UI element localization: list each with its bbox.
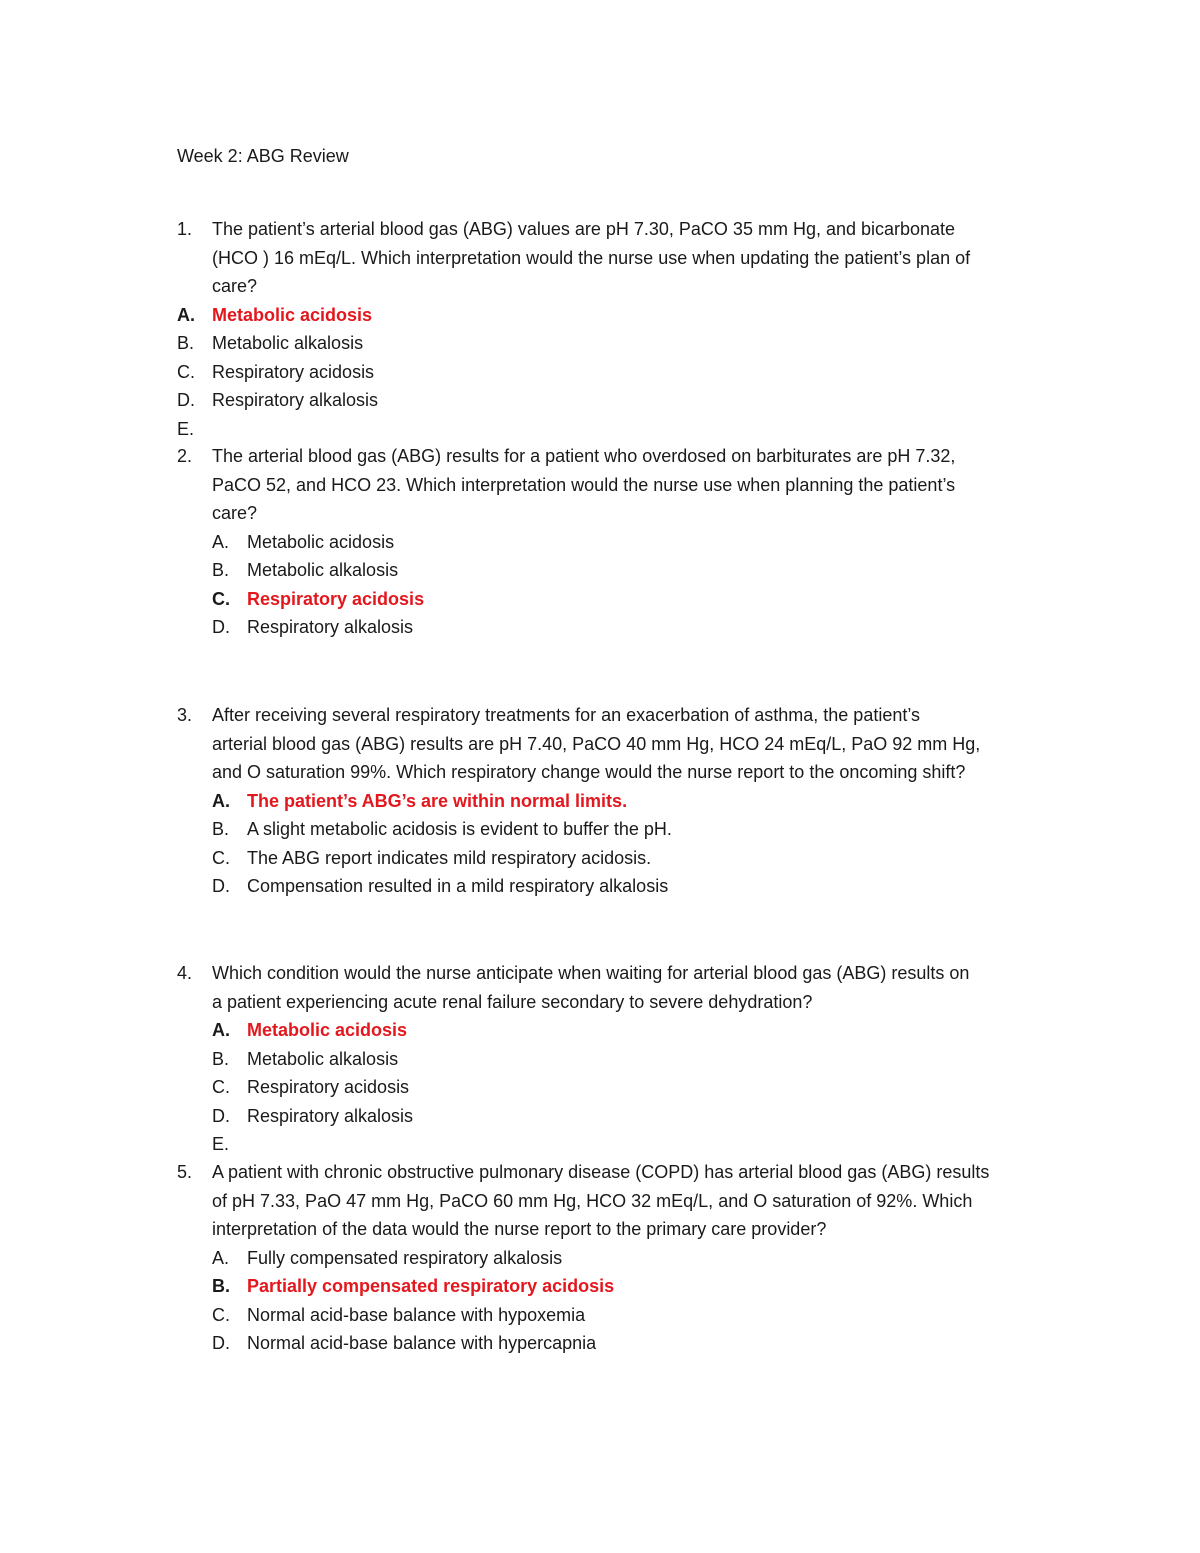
question-number: 4. bbox=[177, 963, 193, 983]
question-number: 3. bbox=[177, 705, 193, 725]
option-letter: D. bbox=[177, 390, 195, 410]
question-text-line: care? bbox=[212, 503, 258, 523]
option-letter: D. bbox=[212, 617, 230, 637]
question-text-line: of pH 7.33, PaO 47 mm Hg, PaCO 60 mm Hg, HCO 32 mEq/L, and O saturation of 92%. Which bbox=[212, 1190, 973, 1211]
answer-option: Compensation resulted in a mild respiratory alkalosis bbox=[247, 876, 669, 896]
question-text-line: and O saturation 99%. Which respiratory change would the nurse report to the oncoming shift? bbox=[212, 762, 966, 782]
option-letter: B. bbox=[177, 333, 195, 353]
question-text-line: PaCO 52, and HCO 23. Which interpretation would the nurse use when planning the patient’s bbox=[212, 474, 956, 495]
answer-option: Respiratory alkalosis bbox=[212, 390, 379, 410]
option-letter: C. bbox=[212, 847, 230, 868]
option-letter: A. bbox=[212, 1020, 230, 1040]
question-number: 1. bbox=[177, 219, 193, 239]
correct-answer-option: The patient’s ABG’s are within normal limits. bbox=[247, 790, 628, 811]
question-text-line: Which condition would the nurse anticipate when waiting for arterial blood gas (ABG) results on bbox=[212, 963, 970, 983]
option-letter: A. bbox=[177, 304, 195, 325]
answer-option: Normal acid-base balance with hypoxemia bbox=[247, 1304, 586, 1325]
question-text-line: A patient with chronic obstructive pulmonary disease (COPD) has arterial blood gas (ABG) results bbox=[212, 1162, 990, 1182]
answer-option: A slight metabolic acidosis is evident to buffer the pH. bbox=[247, 819, 672, 839]
correct-answer-option: Metabolic acidosis bbox=[247, 1020, 408, 1040]
option-letter: C. bbox=[212, 1077, 230, 1097]
page-title: Week 2: ABG Review bbox=[177, 146, 349, 166]
option-letter: B. bbox=[212, 819, 230, 839]
question-text-line: interpretation of the data would the nurse report to the primary care provider? bbox=[212, 1219, 827, 1239]
question-text-line: a patient experiencing acute renal failure secondary to severe dehydration? bbox=[212, 991, 813, 1012]
correct-answer-option: Respiratory acidosis bbox=[247, 588, 425, 609]
answer-option: Respiratory acidosis bbox=[247, 1077, 410, 1097]
question-text-line: arterial blood gas (ABG) results are pH 7.40, PaCO 40 mm Hg, HCO 24 mEq/L, PaO 92 mm Hg, bbox=[212, 733, 981, 754]
answer-option: Metabolic alkalosis bbox=[247, 1048, 399, 1069]
answer-option: Respiratory alkalosis bbox=[247, 617, 414, 637]
answer-option: Fully compensated respiratory alkalosis bbox=[247, 1247, 563, 1268]
option-letter: E. bbox=[177, 418, 195, 439]
option-letter: D. bbox=[212, 1105, 230, 1126]
question-text-line: care? bbox=[212, 276, 258, 296]
option-letter: D. bbox=[212, 1333, 230, 1353]
correct-answer-option: Metabolic acidosis bbox=[212, 304, 373, 325]
answer-option: Respiratory alkalosis bbox=[247, 1105, 414, 1126]
answer-option: Metabolic alkalosis bbox=[247, 560, 399, 580]
option-letter: E. bbox=[212, 1134, 230, 1154]
question-number: 5. bbox=[177, 1162, 193, 1182]
option-letter: A. bbox=[212, 790, 230, 811]
answer-option: Normal acid-base balance with hypercapnia bbox=[247, 1333, 597, 1353]
answer-option: The ABG report indicates mild respiratory acidosis. bbox=[247, 847, 652, 868]
correct-answer-option: Partially compensated respiratory acidosis bbox=[247, 1276, 615, 1296]
option-letter: A. bbox=[212, 531, 230, 552]
option-letter: B. bbox=[212, 560, 230, 580]
answer-option: Metabolic acidosis bbox=[247, 531, 395, 552]
question-text-line: The patient’s arterial blood gas (ABG) values are pH 7.30, PaCO 35 mm Hg, and bicarbonate bbox=[212, 219, 956, 239]
option-letter: D. bbox=[212, 876, 230, 896]
answer-option: Respiratory acidosis bbox=[212, 361, 375, 382]
answer-option: Metabolic alkalosis bbox=[212, 333, 364, 353]
question-text-line: After receiving several respiratory treatments for an exacerbation of asthma, the patient’s bbox=[212, 705, 921, 725]
option-letter: C. bbox=[212, 588, 230, 609]
option-letter: A. bbox=[212, 1247, 230, 1268]
option-letter: B. bbox=[212, 1048, 230, 1069]
option-letter: B. bbox=[212, 1276, 230, 1296]
question-text-line: (HCO ) 16 mEq/L. Which interpretation would the nurse use when updating the patient’s plan of bbox=[212, 247, 971, 268]
option-letter: C. bbox=[177, 361, 195, 382]
question-number: 2. bbox=[177, 446, 193, 466]
question-text-line: The arterial blood gas (ABG) results for a patient who overdosed on barbiturates are pH 7.32, bbox=[212, 446, 956, 466]
option-letter: C. bbox=[212, 1304, 230, 1325]
